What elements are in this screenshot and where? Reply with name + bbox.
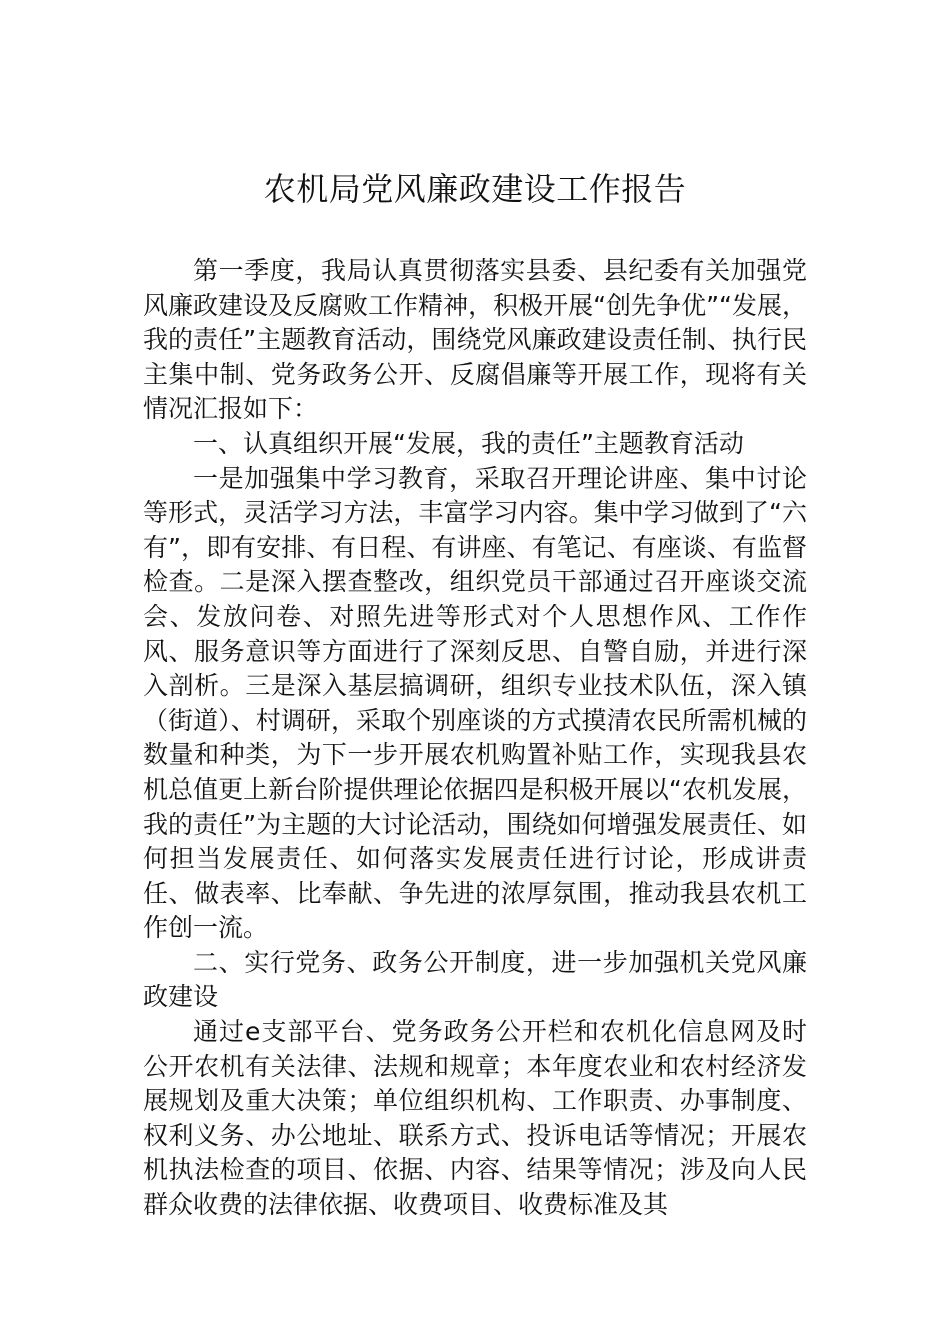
section-heading-1: 一、认真组织开展“发展，我的责任”主题教育活动 — [193, 428, 744, 458]
document-title: 农机局党风廉政建设工作报告 — [263, 170, 687, 208]
paragraph-section-2: 通过e支部平台、党务政务公开栏和农机化信息网及时公开农机有关法律、法规和规章；本年度农业和农村经济发展规划及重大决策；单位组织机构、工作职责、办事制度、权利义务、办公地址、联系方式、投诉电话等情况；开展农机执法检查的项目、依据、内容、结果等情况；涉及向人民群众收费的法律依据、收费项目、收费标准及其 — [143, 1017, 807, 1220]
document-body — [143, 254, 807, 1223]
paragraph-intro: 第一季度，我局认真贯彻落实县委、县纪委有关加强党风廉政建设及反腐败工作精神，积极开展“创先争优”“发展，我的责任”主题教育活动，围绕党风廉政建设责任制、执行民主集中制、党务政务公开、反腐倡廉等开展工作，现将有关情况汇报如下： — [143, 256, 807, 424]
paragraph-section-1: 一是加强集中学习教育，采取召开理论讲座、集中讨论等形式，灵活学习方法，丰富学习内容。集中学习做到了“六有”，即有安排、有日程、有讲座、有笔记、有座谈、有监督检查。二是深入摆查整改，组织党员干部通过召开座谈交流会、发放问卷、对照先进等形式对个人思想作风、工作作风、服务意识等方面进行了深刻反思、自警自励，并进行深入剖析。三是深入基层搞调研，组织专业技术队伍，深入镇（街道）、村调研，采取个别座谈的方式摸清农民所需机械的数量和种类，为下一步开展农机购置补贴工作，实现我县农机总值更上新台阶提供理论依据四是积极开展以“农机发展，我的责任”为主题的大讨论活动，围绕如何增强发展责任、如何担当发展责任、如何落实发展责任进行讨论，形成讲责任、做表率、比奉献、争先进的浓厚氛围，推动我县农机工作创一流。 — [143, 463, 807, 943]
section-heading-2: 二、实行党务、政务公开制度，进一步加强机关党风廉政建设 — [143, 947, 807, 1012]
